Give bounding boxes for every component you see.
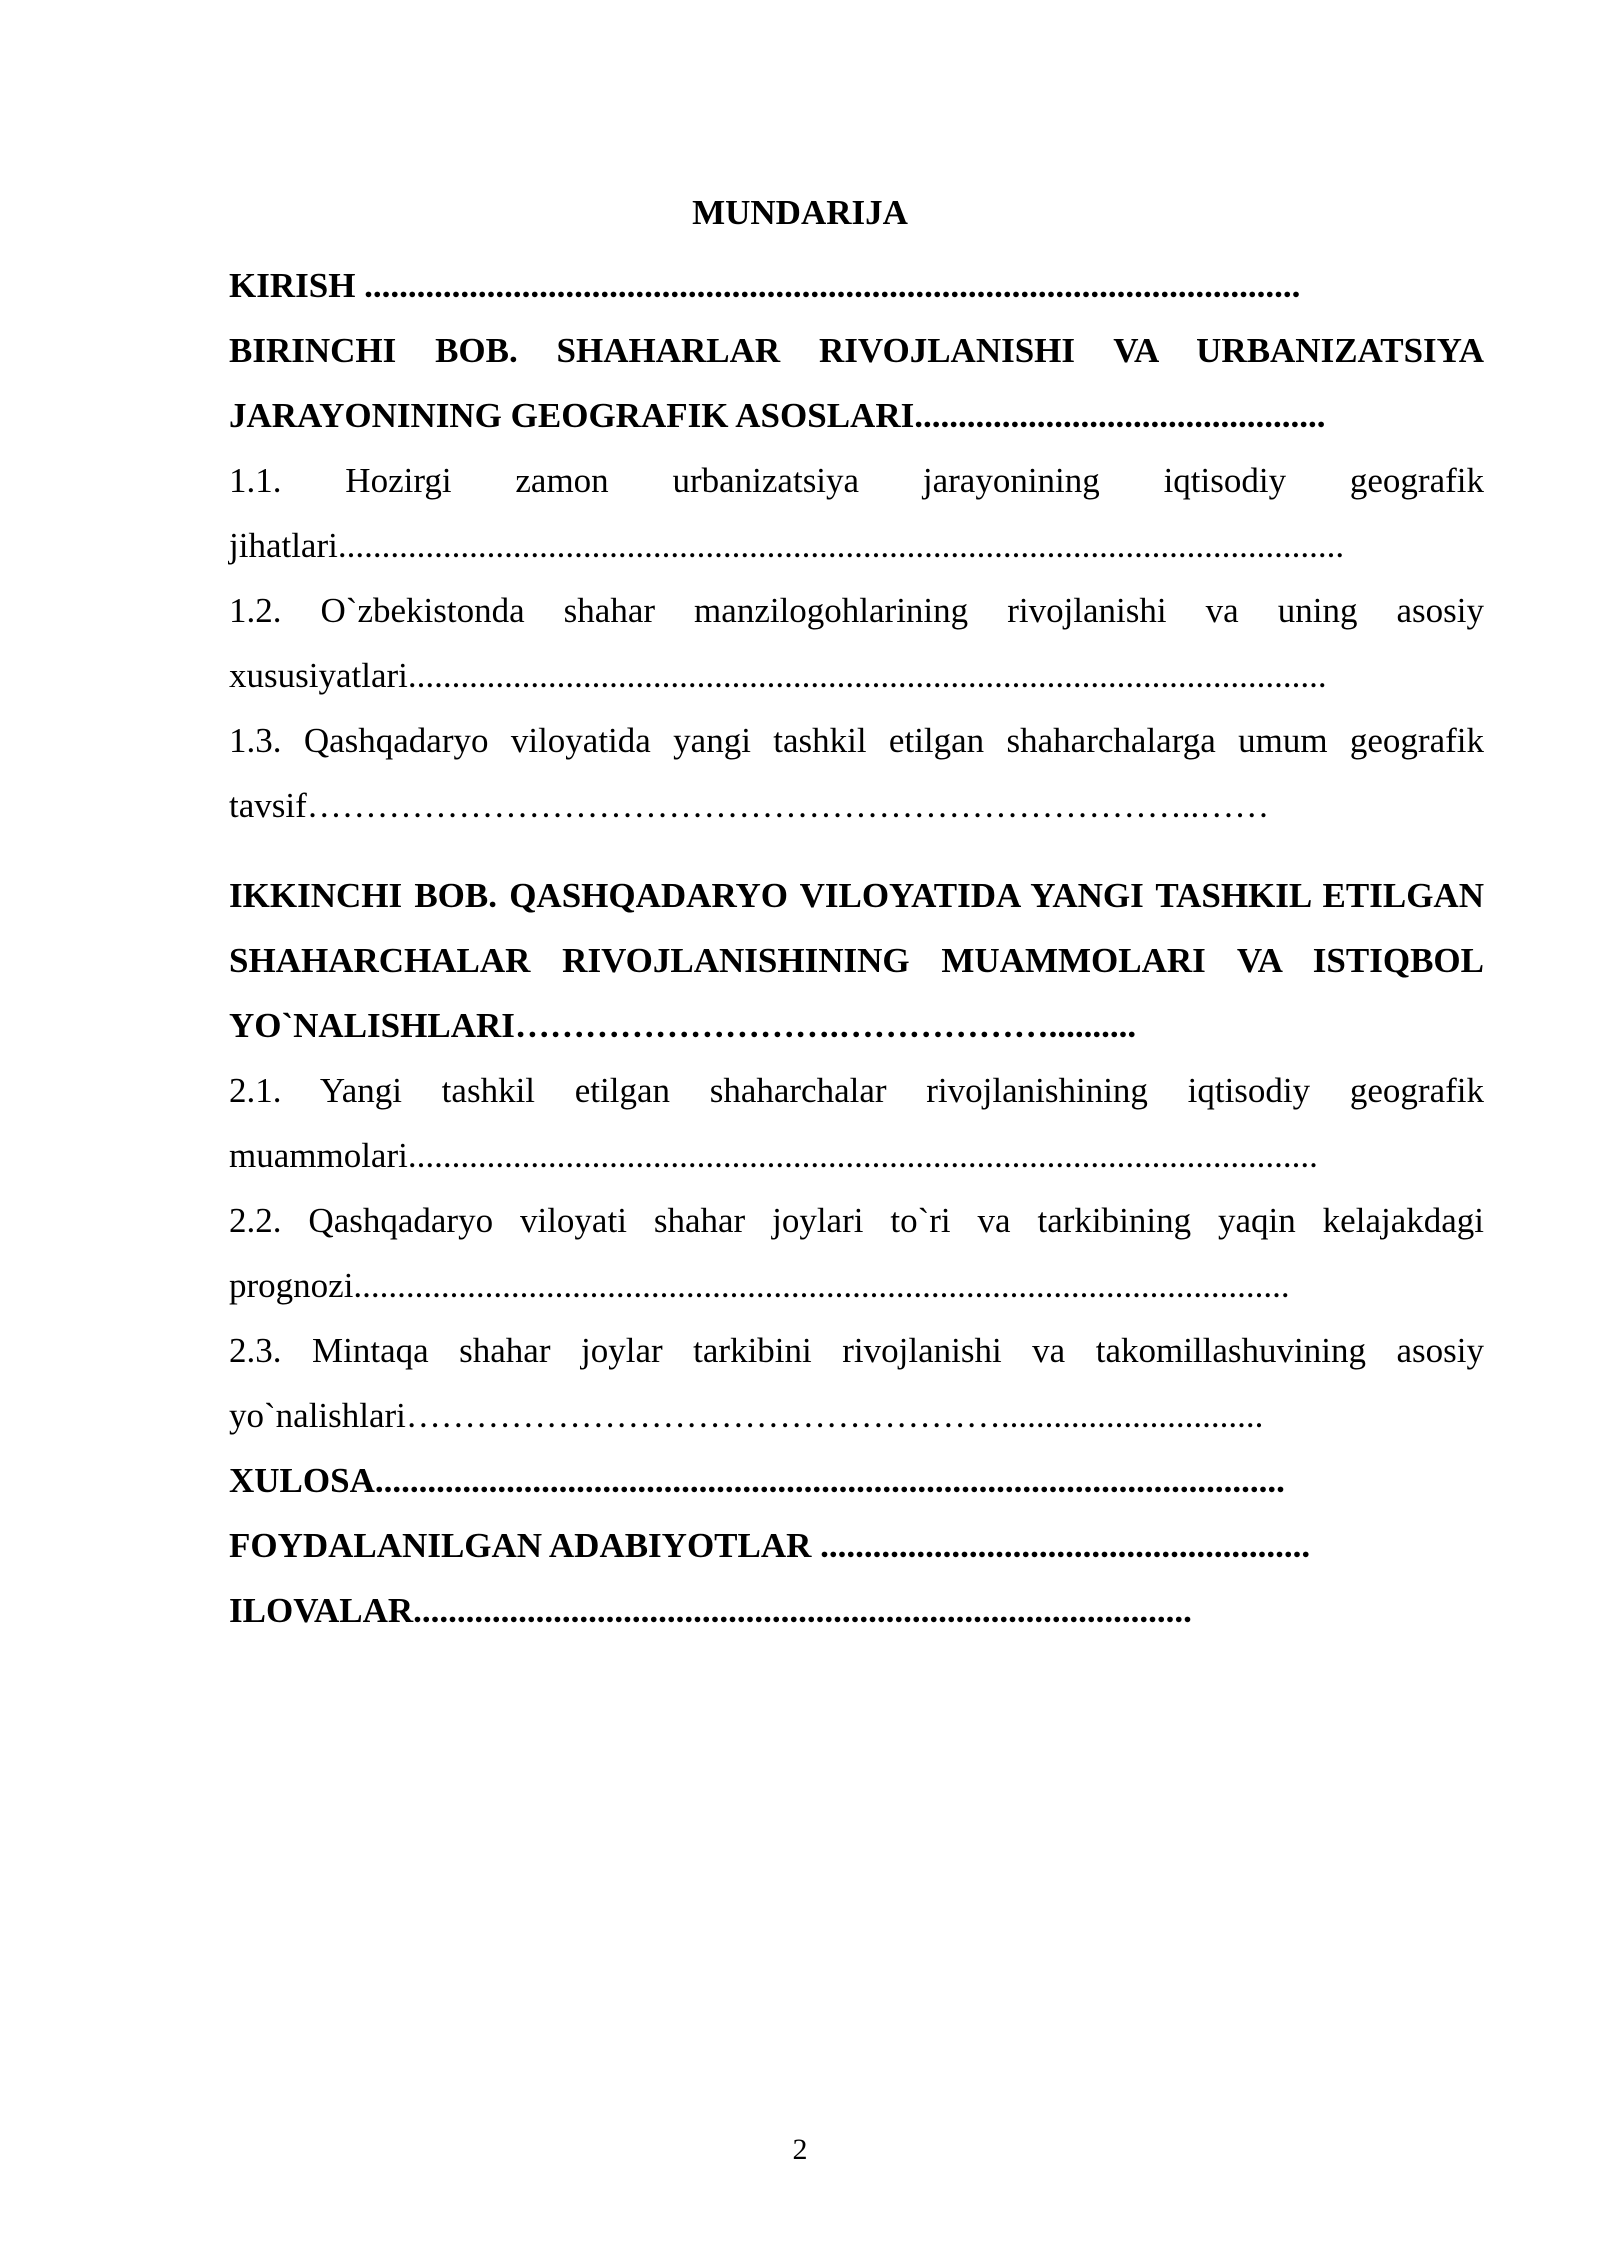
toc-entry-references: FOYDALANILGAN ADABIYOTLAR ........................................................	[229, 1526, 1311, 1565]
toc-entry-appendices: ILOVALAR.........................................................................................	[229, 1591, 1192, 1630]
toc-entry-section-2-2: 2.2. Qashqadaryo viloyati shahar joylari to`ri va tarkibining yaqin kelajakdagi prognozi...........................................................................................................	[229, 1201, 1484, 1305]
toc-entry-section-1-3: 1.3. Qashqadaryo viloyatida yangi tashkil etilgan shaharchalarga umum geografik tavsif…………………………………………………………………..……	[229, 721, 1484, 825]
toc-entry-section-2-3: 2.3. Mintaqa shahar joylar tarkibini rivojlanishi va takomillashuvining asosiy yo`nalishlari……………………………………………..............................	[229, 1331, 1484, 1435]
toc-entry-conclusion: XULOSA........................................................................................................	[229, 1461, 1285, 1500]
page-title: MUNDARIJA	[692, 193, 908, 232]
toc-entry-section-2-1: 2.1. Yangi tashkil etilgan shaharchalar rivojlanishining iqtisodiy geografik muammolari........................................................................................................	[229, 1071, 1484, 1175]
toc-entry-chapter-2: IKKINCHI BOB. QASHQADARYO VILOYATIDA YANGI TASHKIL ETILGAN SHAHARCHALAR RIVOJLANISHINING MUAMMOLARI VA ISTIQBOL YO`NALISHLARI……………………….………………..........	[229, 876, 1484, 1045]
page-number: 2	[792, 2133, 808, 2166]
toc-entry-introduction: KIRISH ...........................................................................................................	[229, 266, 1301, 305]
toc-entry-section-1-1: 1.1. Hozirgi zamon urbanizatsiya jarayonining iqtisodiy geografik jihatlari...................................................................................................................	[229, 461, 1484, 565]
toc-entry-section-1-2: 1.2. O`zbekistonda shahar manzilogohlarining rivojlanishi va uning asosiy xususiyatlari.........................................................................................................	[229, 591, 1484, 695]
table-of-contents	[229, 253, 1484, 1643]
toc-entry-chapter-1: BIRINCHI BOB. SHAHARLAR RIVOJLANISHI VA URBANIZATSIYA JARAYONINING GEOGRAFIK ASOSLARI...............................................	[229, 331, 1484, 435]
